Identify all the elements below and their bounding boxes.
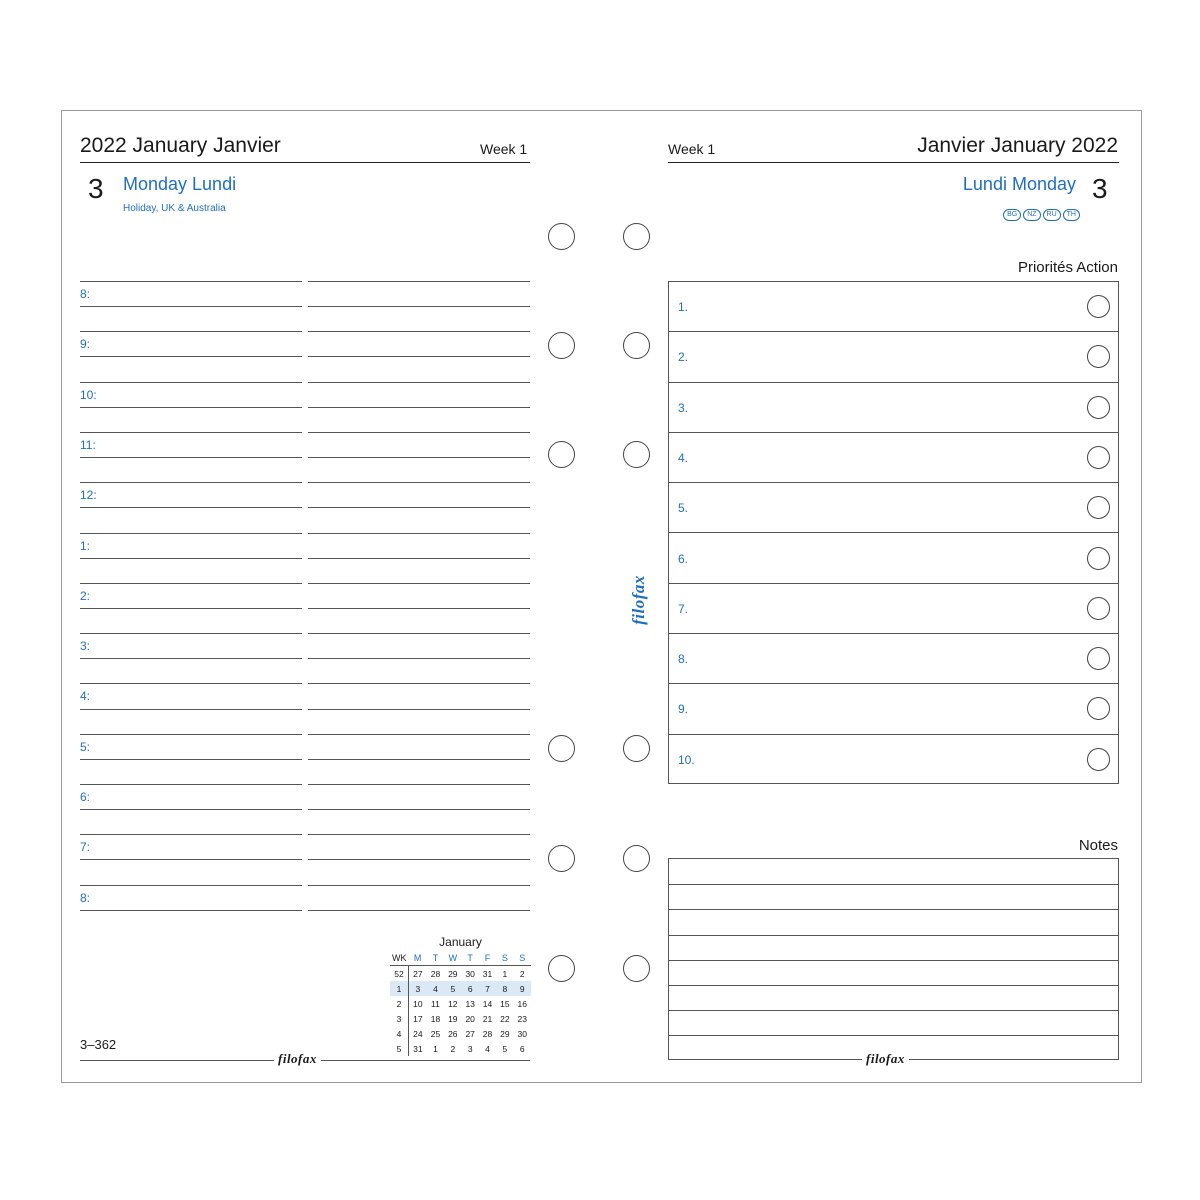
calendar-day[interactable]: 30 — [517, 1028, 528, 1039]
calendar-day-header: T — [427, 950, 444, 966]
schedule-line[interactable] — [308, 709, 530, 710]
notes-line[interactable] — [669, 909, 1118, 910]
ring-hole — [548, 735, 575, 762]
calendar-day[interactable]: 4 — [427, 981, 444, 996]
schedule-line[interactable] — [80, 734, 302, 735]
schedule-line[interactable] — [308, 432, 530, 433]
calendar-day[interactable]: 3 — [409, 981, 427, 996]
calendar-day[interactable]: 19 — [448, 1013, 458, 1024]
country-badges — [1001, 203, 1080, 221]
schedule-line[interactable] — [308, 306, 530, 307]
schedule-line[interactable] — [80, 558, 302, 559]
schedule-line[interactable] — [308, 356, 530, 357]
schedule-line[interactable] — [80, 382, 302, 383]
calendar-day[interactable]: 1 — [433, 1043, 438, 1054]
ring-hole — [548, 845, 575, 872]
schedule-line[interactable] — [80, 583, 302, 584]
calendar-day[interactable]: 2 — [519, 968, 525, 979]
schedule-line[interactable] — [80, 533, 302, 534]
schedule-line[interactable] — [308, 683, 530, 684]
schedule-line[interactable] — [308, 407, 530, 408]
priority-row[interactable] — [669, 282, 1118, 332]
schedule-line[interactable] — [80, 407, 302, 408]
calendar-day[interactable]: 26 — [448, 1028, 458, 1039]
calendar-day[interactable]: 15 — [500, 998, 510, 1009]
left-week-label: Week 1 — [480, 141, 528, 157]
mini-calendar-grid — [390, 950, 531, 1056]
right-week-label: Week 1 — [668, 141, 716, 157]
right-day-name: Lundi Monday — [962, 174, 1076, 194]
left-footer-brand: filofax — [274, 1051, 321, 1067]
calendar-week-number: 52 — [390, 966, 409, 982]
calendar-day[interactable]: 31 — [482, 968, 493, 979]
calendar-week-row — [390, 981, 531, 996]
country-badge: RU — [1043, 209, 1061, 221]
calendar-day-header: T — [462, 950, 479, 966]
calendar-day-header: S — [514, 950, 531, 966]
calendar-day[interactable]: 25 — [430, 1028, 441, 1039]
calendar-day[interactable]: 16 — [517, 998, 528, 1009]
calendar-day[interactable]: 5 — [444, 981, 461, 996]
calendar-day[interactable]: 11 — [431, 998, 440, 1009]
calendar-day[interactable]: 12 — [448, 998, 458, 1009]
schedule-line[interactable] — [308, 457, 530, 458]
schedule-line[interactable] — [308, 734, 530, 735]
priority-number: 9. — [678, 702, 689, 717]
calendar-day[interactable]: 22 — [500, 1013, 510, 1024]
calendar-week-number: 3 — [390, 1011, 409, 1026]
calendar-day[interactable]: 31 — [413, 1043, 423, 1054]
calendar-day-header: F — [479, 950, 496, 966]
hour-label: 6: — [80, 790, 91, 804]
schedule-line[interactable] — [308, 558, 530, 559]
calendar-day[interactable]: 6 — [519, 1043, 525, 1054]
hour-label: 7: — [80, 840, 91, 854]
calendar-day[interactable]: 21 — [482, 1013, 493, 1024]
schedule-line[interactable] — [80, 910, 302, 911]
page-code: 3–362 — [80, 1037, 117, 1052]
schedule-line[interactable] — [80, 784, 302, 785]
right-page-title: Janvier January 2022 — [917, 134, 1118, 157]
country-badge: TH — [1063, 209, 1080, 221]
schedule-line[interactable] — [308, 910, 530, 911]
calendar-day[interactable]: 2 — [450, 1043, 456, 1054]
schedule-line[interactable] — [80, 658, 302, 659]
schedule-line[interactable] — [80, 331, 302, 332]
ring-hole — [548, 223, 575, 250]
schedule-line[interactable] — [308, 784, 530, 785]
calendar-week-row — [390, 1041, 531, 1056]
schedule-line[interactable] — [308, 633, 530, 634]
priority-number: 7. — [678, 601, 689, 616]
right-header-rule — [668, 162, 1119, 163]
country-badge: BG — [1003, 209, 1021, 221]
schedule-line[interactable] — [308, 809, 530, 810]
left-day-name: Monday Lundi — [123, 174, 237, 194]
calendar-week-row — [390, 1026, 531, 1041]
schedule-line[interactable] — [308, 507, 530, 508]
schedule-line[interactable] — [80, 683, 302, 684]
calendar-day[interactable]: 17 — [413, 1013, 423, 1024]
schedule-line[interactable] — [308, 885, 530, 886]
calendar-day[interactable]: 4 — [485, 1043, 490, 1054]
ring-hole — [623, 223, 650, 250]
priority-checkbox-icon[interactable] — [1087, 597, 1110, 620]
priority-checkbox-icon[interactable] — [1087, 295, 1110, 318]
notes-line[interactable] — [669, 935, 1118, 936]
calendar-day[interactable]: 29 — [500, 1028, 510, 1039]
notes-line[interactable] — [669, 985, 1118, 986]
schedule-line[interactable] — [308, 658, 530, 659]
priority-number: 5. — [678, 501, 689, 516]
hour-label: 1: — [80, 539, 91, 553]
priority-checkbox-icon[interactable] — [1087, 647, 1110, 670]
hour-label: 11: — [80, 438, 96, 452]
priority-checkbox-icon[interactable] — [1087, 396, 1110, 419]
schedule-line[interactable] — [308, 382, 530, 383]
priority-number: 1. — [678, 300, 689, 314]
calendar-day[interactable]: 20 — [465, 1013, 475, 1024]
schedule-line[interactable] — [80, 834, 302, 835]
mini-calendar — [390, 935, 531, 1056]
priority-row[interactable] — [669, 433, 1118, 483]
schedule-line[interactable] — [80, 482, 302, 483]
notes-line[interactable] — [669, 884, 1118, 885]
schedule-line[interactable] — [80, 608, 302, 609]
priorities-heading: Priorités Action — [1017, 259, 1118, 276]
calendar-day[interactable]: 1 — [502, 968, 508, 979]
notes-line[interactable] — [669, 1010, 1118, 1011]
ring-hole — [548, 332, 575, 359]
priority-row[interactable] — [669, 584, 1118, 634]
calendar-week-row — [390, 996, 531, 1011]
calendar-week-header: WK — [390, 950, 409, 966]
hour-label: 9: — [80, 337, 91, 351]
schedule-line[interactable] — [80, 507, 302, 508]
spine-brand-logo: filofax — [628, 575, 648, 625]
calendar-day[interactable]: 14 — [482, 998, 493, 1009]
notes-line[interactable] — [669, 960, 1118, 961]
schedule-line[interactable] — [80, 709, 302, 710]
schedule-line[interactable] — [80, 281, 302, 282]
schedule-line[interactable] — [308, 859, 530, 860]
schedule-line[interactable] — [80, 859, 302, 860]
priority-number: 10. — [678, 752, 695, 767]
priority-checkbox-icon[interactable] — [1087, 496, 1110, 519]
schedule-line[interactable] — [80, 432, 302, 433]
priority-row[interactable] — [669, 534, 1118, 584]
left-day-number: 3 — [88, 173, 104, 204]
mini-calendar-month: January — [439, 935, 482, 949]
calendar-day[interactable]: 27 — [465, 1028, 475, 1039]
priority-checkbox-icon[interactable] — [1087, 697, 1110, 720]
calendar-week-number: 2 — [390, 996, 409, 1011]
calendar-week-row — [390, 1011, 531, 1026]
priority-row[interactable] — [669, 684, 1118, 734]
holiday-note: Holiday, UK & Australia — [123, 203, 226, 214]
priority-checkbox-icon[interactable] — [1087, 748, 1110, 771]
hour-label: 2: — [80, 589, 91, 603]
ring-hole — [623, 441, 650, 468]
notes-line[interactable] — [669, 1035, 1118, 1036]
priority-number: 3. — [678, 400, 689, 415]
hour-label: 8: — [80, 891, 91, 905]
calendar-day[interactable]: 30 — [465, 968, 475, 979]
calendar-day[interactable]: 23 — [517, 1013, 528, 1024]
calendar-day-header: M — [409, 950, 427, 966]
calendar-day[interactable]: 18 — [430, 1013, 441, 1024]
right-day-number: 3 — [1092, 173, 1108, 204]
schedule-line[interactable] — [308, 608, 530, 609]
hour-label: 3: — [80, 639, 91, 653]
ring-hole — [623, 332, 650, 359]
calendar-day[interactable]: 10 — [413, 998, 423, 1009]
schedule-line[interactable] — [308, 482, 530, 483]
priority-number: 6. — [678, 551, 689, 566]
priority-row[interactable] — [669, 332, 1118, 382]
ring-hole — [548, 955, 575, 982]
left-header-rule — [80, 162, 530, 163]
schedule-line[interactable] — [308, 834, 530, 835]
country-badge: NZ — [1023, 209, 1040, 221]
schedule-line[interactable] — [80, 809, 302, 810]
priority-number: 2. — [678, 350, 689, 365]
schedule-line[interactable] — [80, 306, 302, 307]
schedule-line[interactable] — [308, 533, 530, 534]
calendar-day[interactable]: 5 — [502, 1043, 508, 1054]
ring-hole — [548, 441, 575, 468]
schedule-line[interactable] — [80, 633, 302, 634]
priority-number: 8. — [678, 652, 689, 667]
hour-label: 12: — [80, 488, 97, 502]
calendar-day-header: W — [444, 950, 461, 966]
calendar-day[interactable]: 9 — [514, 981, 531, 996]
schedule-line[interactable] — [308, 759, 530, 760]
priority-row[interactable] — [669, 634, 1118, 684]
calendar-week-number: 5 — [390, 1041, 409, 1056]
right-footer-brand: filofax — [862, 1051, 909, 1067]
notes-heading: Notes — [1078, 837, 1118, 854]
calendar-day[interactable]: 28 — [430, 968, 441, 979]
left-page-title: 2022 January Janvier — [80, 134, 281, 157]
calendar-day[interactable]: 24 — [413, 1028, 423, 1039]
schedule-line[interactable] — [80, 759, 302, 760]
priority-row[interactable] — [669, 735, 1118, 785]
priorities-list — [668, 281, 1119, 784]
schedule-line[interactable] — [308, 281, 530, 282]
calendar-day[interactable]: 6 — [462, 981, 479, 996]
calendar-day-header: S — [496, 950, 513, 966]
calendar-week-number: 4 — [390, 1026, 409, 1041]
priority-checkbox-icon[interactable] — [1087, 547, 1110, 570]
ring-hole — [623, 735, 650, 762]
calendar-day[interactable]: 8 — [496, 981, 513, 996]
notes-area[interactable] — [668, 858, 1119, 1060]
hour-label: 10: — [80, 388, 97, 402]
calendar-day[interactable]: 13 — [465, 998, 475, 1009]
priority-number: 4. — [678, 450, 689, 465]
calendar-day[interactable]: 7 — [479, 981, 496, 996]
hour-label: 8: — [80, 287, 91, 301]
schedule-line[interactable] — [80, 356, 302, 357]
priority-checkbox-icon[interactable] — [1087, 345, 1110, 368]
schedule-line[interactable] — [308, 583, 530, 584]
calendar-day[interactable]: 27 — [413, 968, 423, 979]
schedule-line[interactable] — [80, 457, 302, 458]
calendar-day[interactable]: 3 — [467, 1043, 473, 1054]
schedule-line[interactable] — [80, 885, 302, 886]
hour-label: 4: — [80, 689, 91, 703]
schedule-line[interactable] — [308, 331, 530, 332]
calendar-week-number: 1 — [390, 981, 409, 996]
calendar-day[interactable]: 29 — [448, 968, 458, 979]
calendar-day[interactable]: 28 — [482, 1028, 493, 1039]
ring-hole — [623, 955, 650, 982]
ring-hole — [623, 845, 650, 872]
calendar-week-row — [390, 966, 531, 982]
priority-checkbox-icon[interactable] — [1087, 446, 1110, 469]
priority-row[interactable] — [669, 383, 1118, 433]
priority-row[interactable] — [669, 483, 1118, 533]
hour-label: 5: — [80, 740, 91, 754]
